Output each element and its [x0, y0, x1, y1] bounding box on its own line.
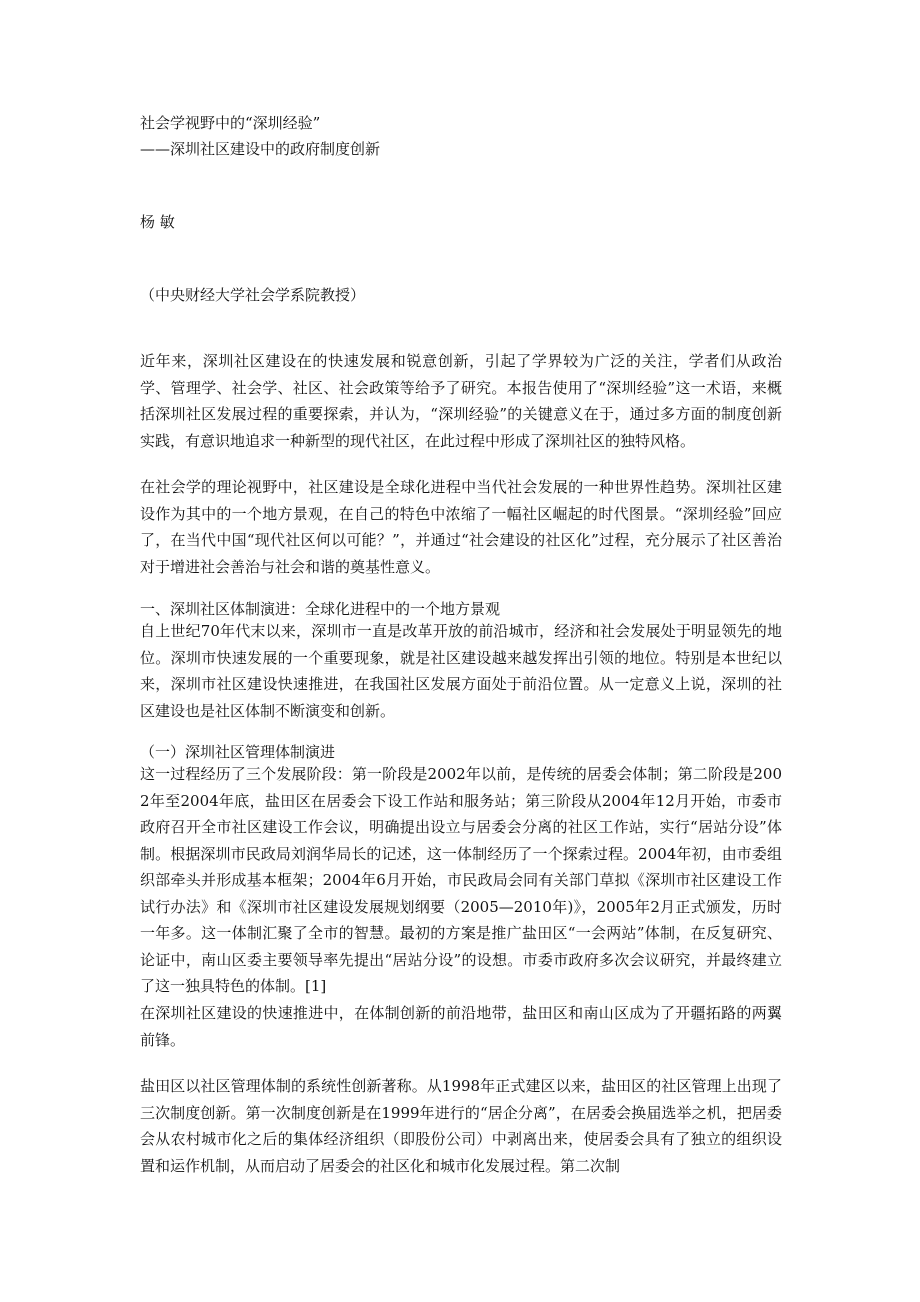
pioneers-paragraph: 在深圳社区建设的快速推进中，在体制创新的前沿地带，盐田区和南山区成为了开疆拓路的两翼前锋。: [140, 1004, 782, 1049]
theory-paragraph: 在社会学的理论视野中，社区建设是全球化进程中当代社会发展的一种世界性趋势。深圳社区建设作为其中的一个地方景观，在自己的特色中浓缩了一幅社区崛起的时代图景。“深圳经验”回应了，在当代中国“现代社区何以可能？”，并通过“社会建设的社区化”过程，充分展示了社区善治对于增进社会善治与社会和谐的奠基性意义。: [140, 478, 782, 576]
document-title: 社会学视野中的“深圳经验”: [140, 114, 321, 132]
author-affiliation: （中央财经大学社会学系院教授）: [140, 286, 366, 304]
subsection-body-paragraph: 这一过程经历了三个发展阶段：第一阶段是2002年以前，是传统的居委会体制；第二阶段是2002年至2004年底，盐田区在居委会下设工作站和服务站；第三阶段从2004年12月开始，市委市政府召开全市社区建设工作会议，明确提出设立与居委会分离的社区工作站，实行“居站分设”体制。根据深圳市民政局刘润华局长的记述，这一体制经历了一个探索过程。2004年初，由市委组织部牵头并形成基本框架；2004年6月开始，市民政局会同有关部门草拟《深圳市社区建设工作试行办法》和《深圳市社区建设发展规划纲要（2005—2010年)》，2005年2月正式颁发，历时一年多。这一体制汇聚了全市的智慧。最初的方案是推广盐田区“一会两站”体制，在反复研究、论证中，南山区委主要领导率先提出“居站分设”的设想。市委市政府多次会议研究，并最终建立了这一独具特色的体制。[1]: [140, 765, 782, 995]
subsection-heading: （一）深圳社区管理体制演进: [140, 743, 336, 761]
intro-paragraph: 近年来，深圳社区建设在的快速发展和锐意创新，引起了学界较为广泛的关注，学者们从政治学、管理学、社会学、社区、社会政策等给予了研究。本报告使用了“深圳经验”这一术语，来概括深圳社区发展过程的重要探索，并认为，“深圳经验”的关键意义在于，通过多方面的制度创新实践，有意识地追求一种新型的现代社区，在此过程中形成了深圳社区的独特风格。: [140, 352, 782, 450]
document-subtitle: ——深圳社区建设中的政府制度创新: [140, 140, 381, 158]
yantian-paragraph: 盐田区以社区管理体制的系统性创新著称。从1998年正式建区以来，盐田区的社区管理上出现了三次制度创新。第一次制度创新是在1999年进行的“居企分离”，在居委会换届选举之机，把居委会从农村城市化之后的集体经济组织（即股份公司）中剥离出来，使居委会具有了独立的组织设置和运作机制，从而启动了居委会的社区化和城市化发展过程。第二次制: [140, 1077, 782, 1175]
author-name: 杨 敏: [140, 213, 175, 231]
section-heading: 一、深圳社区体制演进：全球化进程中的一个地方景观: [140, 600, 501, 618]
section-body-paragraph: 自上世纪70年代末以来，深圳市一直是改革开放的前沿城市，经济和社会发展处于明显领先的地位。深圳市快速发展的一个重要现象，就是社区建设越来越发挥出引领的地位。特别是本世纪以来，深圳市社区建设快速推进，在我国社区发展方面处于前沿位置。从一定意义上说，深圳的社区建设也是社区体制不断演变和创新。: [140, 622, 782, 720]
